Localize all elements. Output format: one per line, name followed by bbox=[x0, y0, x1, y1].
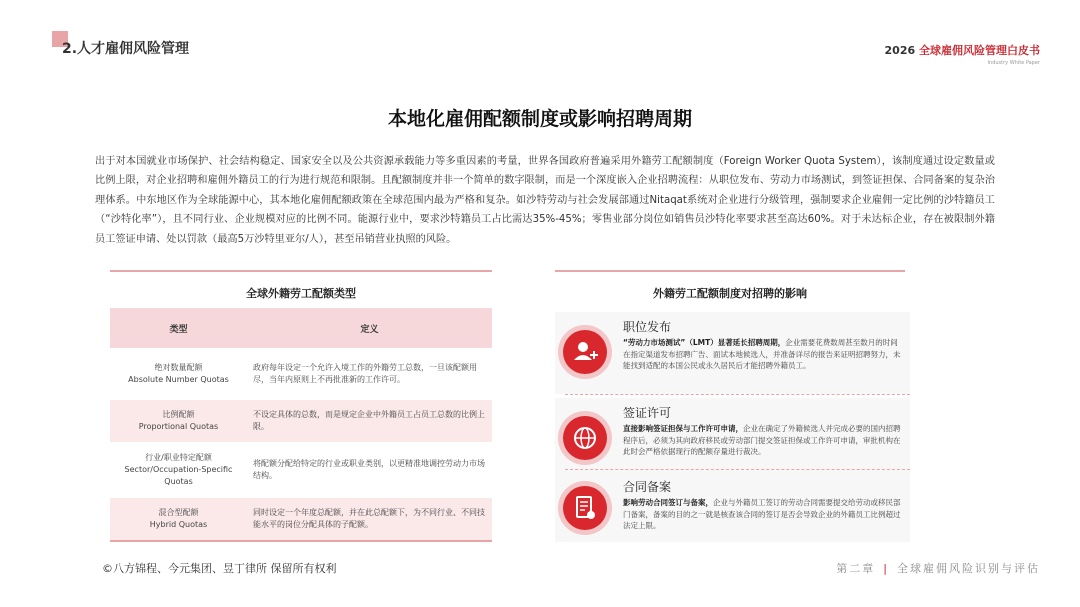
chapter-separator: | bbox=[883, 562, 889, 575]
item-description-bold: 直接影响签证担保与工作许可申请， bbox=[623, 424, 743, 433]
left-panel-title: 全球外籍劳工配额类型 bbox=[246, 287, 356, 300]
impact-item-job-posting bbox=[555, 312, 910, 394]
type-en: Hybrid Quotas bbox=[149, 520, 208, 529]
contract-icon bbox=[563, 486, 607, 530]
type-cn: 比例配额 bbox=[162, 410, 195, 419]
intro-paragraph: 出于对本国就业市场保护、社会结构稳定、国家安全以及公共资源承载能力等多重因素的考量，世界各国政府普遍采用外籍劳工配额制度（Foreign Worker Quota System），该制度通过设定数量或比例上限，对企业招聘和雇佣外籍员工的行为进行规范和限制。且配额制度并非一个简单的数字限制，而是一个深度嵌入企业招聘流程：从职位发布、劳动力市场测试，到签证担保、合同备案的复杂治理体系。中东地区作为全球能源中心，其本地化雇佣配额政策在全球范围内最为严格和复杂。如沙特劳动与社会发展部通过Nitaqat系统对企业进行分级管理，强制要求企业雇佣一定比例的沙特籍员工（“沙特化率”），且不同行业、企业规模对应的比例不同。能源行业中，要求沙特籍员工占比需达35%-45%；零售业部分岗位如销售员沙特化率要求甚至高达60%。对于未达标企业，存在被限制外籍员工签证申请、处以罚款（最高5万沙特里亚尔/人），甚至吊销营业执照的风险。 bbox=[95, 156, 995, 245]
type-en: Sector/Occupation-Specific Quotas bbox=[124, 465, 233, 486]
item-description bbox=[623, 423, 905, 458]
table-cell-definition: 将配额分配给特定的行业或职业类别，以更精准地调控劳动力市场结构。 bbox=[247, 442, 492, 498]
type-en: Absolute Number Quotas bbox=[128, 375, 229, 384]
table-row bbox=[110, 400, 492, 442]
impact-item-visa bbox=[555, 398, 910, 480]
copyright: ©八方锦程、今元集团、昱丁律所 保留所有权利 bbox=[102, 562, 337, 575]
report-title bbox=[885, 42, 1040, 58]
item-description-text: 企业在确定了外籍候选人并完成必要的国内招聘程序后，必须为其向政府移民或劳动部门提交签证担保或工作许可申请，审批机构在此时会严格依据现行的配额存量进行裁决。 bbox=[623, 424, 901, 456]
item-description-text: 企业需要花费数周甚至数月的时间在指定渠道发布招聘广告、面试本地候选人，并准备详尽的报告来证明招聘努力，未能找到适配的本国公民或永久居民后才能招聘外籍员工。 bbox=[623, 338, 901, 370]
table-cell-type bbox=[110, 442, 247, 498]
item-description-text: 企业与外籍员工签订的劳动合同需要提交给劳动或移民部门备案，备案的目的之一就是核查该合同的签订是否会导致企业的外籍员工比例超过法定上限。 bbox=[623, 498, 901, 530]
item-title: 合同备案 bbox=[623, 480, 672, 494]
right-panel-top-line bbox=[555, 270, 905, 272]
impact-item-contract bbox=[555, 472, 910, 554]
item-description bbox=[623, 497, 905, 532]
globe-icon-graphic bbox=[563, 416, 607, 460]
table-row bbox=[110, 442, 492, 498]
table-header-type: 类型 bbox=[110, 308, 247, 348]
user-plus-icon bbox=[563, 330, 607, 374]
table-cell-type bbox=[110, 348, 247, 400]
item-description bbox=[623, 337, 905, 372]
table-cell-definition: 不设定具体的总数，而是规定企业中外籍员工占员工总数的比例上限。 bbox=[247, 400, 492, 442]
table-header-definition: 定义 bbox=[247, 308, 492, 348]
table-row bbox=[110, 498, 492, 540]
item-description-bold: 影响劳动合同签订与备案， bbox=[623, 498, 713, 507]
report-subtitle: Industry White Paper bbox=[987, 60, 1040, 66]
item-title: 职位发布 bbox=[623, 320, 672, 334]
page-title: 本地化雇佣配额制度或影响招聘周期 bbox=[387, 108, 692, 130]
table-cell-type bbox=[110, 498, 247, 540]
type-cn: 行业/职业特定配额 bbox=[145, 453, 212, 462]
left-panel-bottom-line bbox=[110, 540, 492, 542]
table-row bbox=[110, 348, 492, 400]
section-title: 2.人才雇佣风险管理 bbox=[62, 41, 190, 57]
table-cell-type bbox=[110, 400, 247, 442]
quota-types-table bbox=[110, 308, 492, 540]
type-cn: 绝对数量配额 bbox=[154, 363, 203, 372]
left-panel-top-line bbox=[110, 270, 492, 272]
table-header-row bbox=[110, 308, 492, 348]
right-panel-title: 外籍劳工配额制度对招聘的影响 bbox=[653, 287, 807, 300]
chapter-title: 全球雇佣风险识别与评估 bbox=[897, 562, 1040, 575]
table-cell-definition: 同时设定一个年度总配额，并在此总配额下，为不同行业、不同技能水平的岗位分配具体的子配额。 bbox=[247, 498, 492, 540]
report-title-text: 全球雇佣风险管理白皮书 bbox=[919, 44, 1040, 57]
contract-icon-graphic bbox=[563, 486, 607, 530]
user-plus-icon-graphic bbox=[563, 330, 607, 374]
chapter-footer bbox=[836, 560, 1040, 576]
chapter-number: 第二章 bbox=[836, 562, 876, 575]
item-divider bbox=[565, 469, 910, 470]
item-divider bbox=[565, 394, 910, 395]
item-title: 签证许可 bbox=[623, 406, 672, 420]
type-cn: 混合型配额 bbox=[158, 508, 199, 517]
type-en: Proportional Quotas bbox=[138, 422, 219, 431]
item-description-bold: “劳动力市场测试”（LMT）显著延长招聘周期， bbox=[623, 338, 786, 347]
table-cell-definition: 政府每年设定一个允许入境工作的外籍劳工总数，一旦该配额用尽，当年内原则上不再批准新的工作许可。 bbox=[247, 348, 492, 400]
globe-icon bbox=[563, 416, 607, 460]
report-year: 2026 bbox=[884, 44, 916, 57]
